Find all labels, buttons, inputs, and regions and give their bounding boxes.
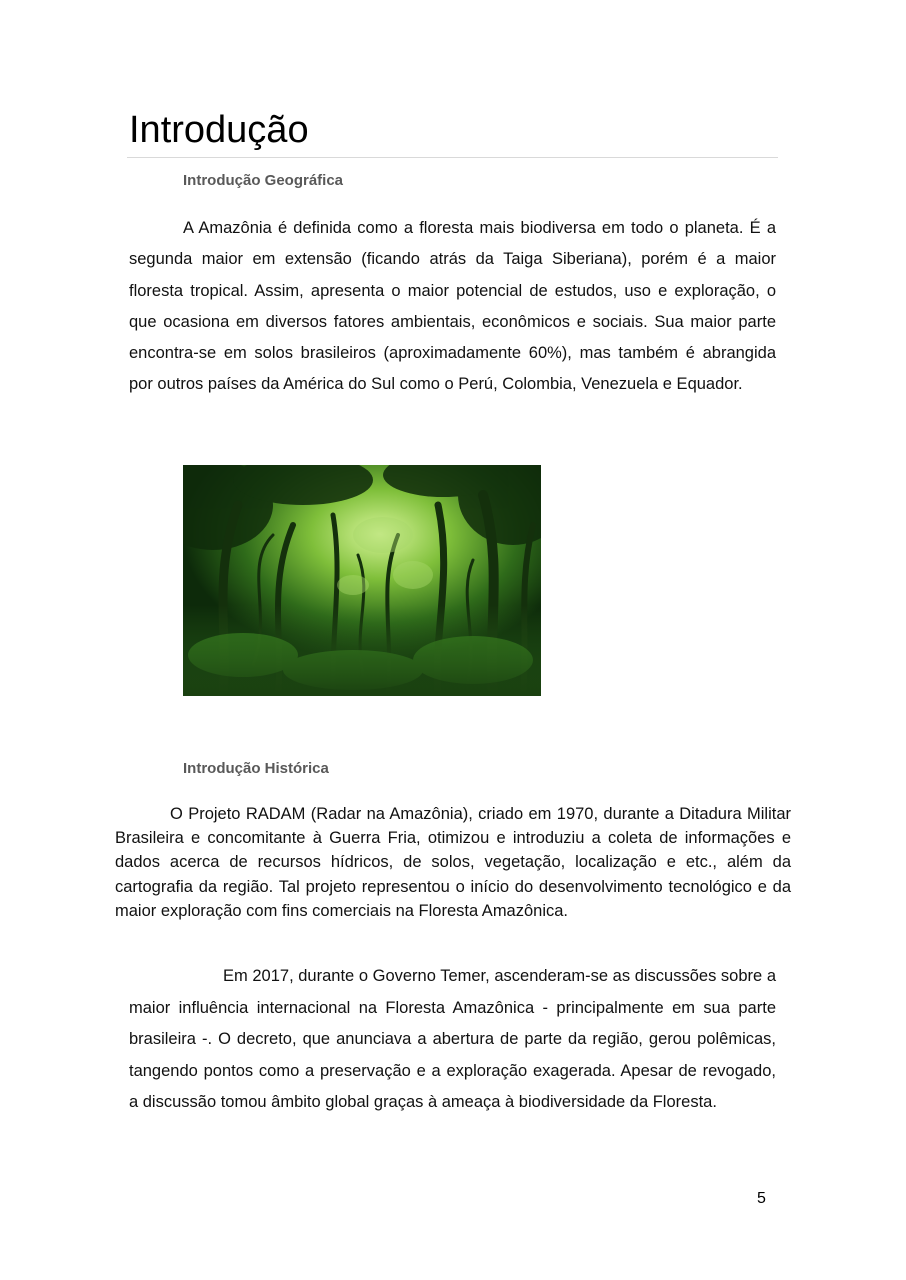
section-subtitle-geografica: Introdução Geográfica xyxy=(183,172,344,189)
section-subtitle-historica: Introdução Histórica xyxy=(183,760,329,777)
paragraph-geografica: A Amazônia é definida como a floresta mais biodiversa em todo o planeta. É a segunda maior em extensão (ficando atrás da Taiga Siberiana), porém é a maior floresta tropical. Assim, apresenta o maior potencial de estudos, uso e exploração, o que ocasiona em diversos fatores ambientais, econômicos e sociais. Sua maior parte encontra-se em solos brasileiros (aproximadamente 60%), mas também é abrangida por outros países da América do Sul como o Perú, Colombia, Venezuela e Equador. xyxy=(129,219,776,394)
title-divider xyxy=(127,157,778,158)
forest-illustration xyxy=(183,465,541,696)
paragraph-2017: Em 2017, durante o Governo Temer, ascenderam-se as discussões sobre a maior influência internacional na Floresta Amazônica - principalmente em sua parte brasileira -. O decreto, que anunciava a abertura de parte da região, gerou polêmicas, tangendo pontos como a preservação e a exploração exagerada. Apesar de revogado, a discussão tomou âmbito global graças à ameaça à biodiversidade da Floresta. xyxy=(129,967,776,1112)
forest-photo xyxy=(183,465,541,696)
paragraph-radam: O Projeto RADAM (Radar na Amazônia), criado em 1970, durante a Ditadura Militar Brasileira e concomitante à Guerra Fria, otimizou e introduziu a coleta de informações e dados acerca de recursos hídricos, de solos, vegetação, localização e etc., além da cartografia da região. Tal projeto representou o início do desenvolvimento tecnológico e da maior exploração com fins comerciais na Floresta Amazônica. xyxy=(115,805,791,920)
page-title: Introdução xyxy=(129,109,309,151)
page-number: 5 xyxy=(757,1190,766,1207)
